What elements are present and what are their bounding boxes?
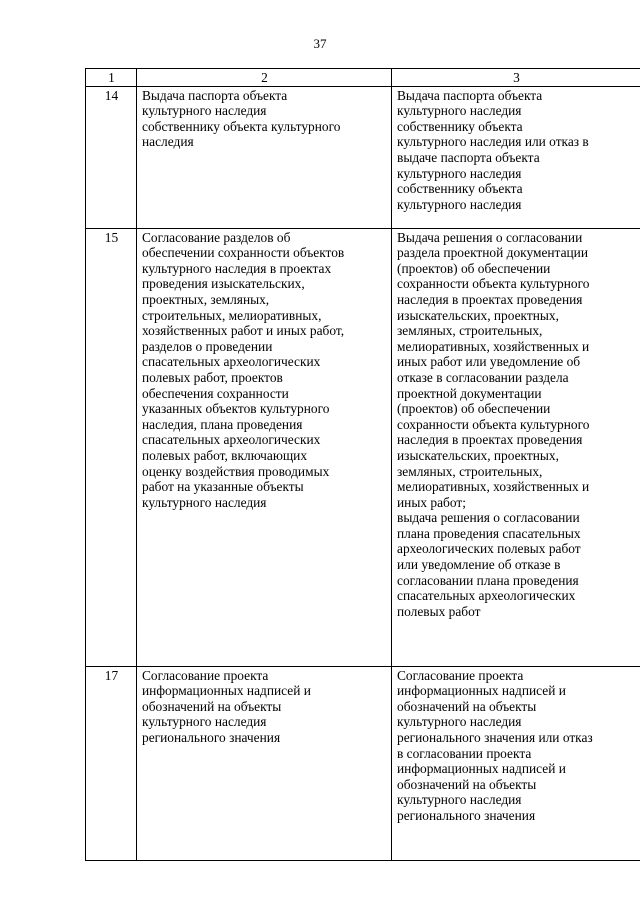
row-number: 14: [86, 86, 137, 228]
cell-text-line: собственнику объекта: [397, 118, 523, 134]
cell-text-line: проектных, земляных,: [142, 291, 270, 307]
services-table: [85, 68, 640, 861]
cell-text-line: сохранности объекта культурного: [397, 276, 590, 292]
cell-text-line: в согласовании проекта: [397, 745, 532, 761]
cell-text-line: археологических полевых работ: [397, 541, 581, 557]
cell-text-line: сохранности объекта культурного: [397, 416, 590, 432]
cell-text-line: земляных, строительных,: [397, 323, 543, 339]
cell-text-line: согласовании плана проведения: [397, 572, 579, 588]
row-number: 17: [86, 666, 137, 860]
cell-text-line: спасательных археологических: [397, 588, 576, 604]
cell-text-line: (проектов) об обеспечении: [397, 401, 551, 417]
cell-text-line: информационных надписей и: [397, 761, 566, 777]
cell-text-line: проектной документации: [397, 385, 542, 401]
service-name-cell: [137, 666, 392, 860]
cell-text-line: собственнику объекта культурного: [142, 118, 341, 134]
service-name-cell: [137, 86, 392, 228]
cell-text-line: собственнику объекта: [397, 181, 523, 197]
cell-text-line: обозначений на объекты: [397, 698, 537, 714]
cell-text-line: культурного наследия или отказ в: [397, 134, 589, 150]
cell-text-line: мелиоративных, хозяйственных и: [397, 479, 590, 495]
cell-text-line: оценку воздействия проводимых: [142, 463, 330, 479]
cell-text-line: регионального значения или отказ: [397, 729, 593, 745]
service-result-cell: [392, 228, 640, 666]
cell-text-line: указанных объектов культурного: [142, 401, 330, 417]
column-header-1: 1: [86, 69, 137, 87]
page-number: 37: [313, 36, 327, 51]
cell-text-line: наследия, плана проведения: [142, 416, 303, 432]
cell-text-line: строительных, мелиоративных,: [142, 307, 322, 323]
cell-text-line: мелиоративных, хозяйственных и: [397, 338, 590, 354]
cell-text-line: раздела проектной документации: [397, 245, 589, 261]
cell-text-line: или уведомление об отказе в: [397, 557, 561, 573]
table-row: [86, 228, 640, 666]
cell-text-line: отказе в согласовании раздела: [397, 369, 569, 385]
cell-text-line: обозначений на объекты: [397, 776, 537, 792]
cell-text-line: регионального значения: [397, 807, 536, 823]
row-number: 15: [86, 228, 137, 666]
cell-text-line: обеспечении сохранности объектов: [142, 245, 345, 261]
cell-text-line: Согласование проекта: [142, 667, 269, 683]
cell-text-line: культурного наследия: [397, 165, 522, 181]
cell-text-line: информационных надписей и: [142, 683, 311, 699]
cell-text-line: плана проведения спасательных: [397, 525, 581, 541]
cell-text-line: (проектов) об обеспечении: [397, 260, 551, 276]
cell-text-line: изыскательских, проектных,: [397, 307, 559, 323]
service-result-cell: [392, 86, 640, 228]
column-header-3: 3: [392, 69, 640, 87]
cell-text-line: полевых работ: [397, 603, 481, 619]
cell-text-line: спасательных археологических: [142, 354, 321, 370]
cell-text-line: культурного наследия в проектах: [142, 260, 332, 276]
table-row: [86, 666, 640, 860]
cell-text-line: культурного наследия: [397, 196, 522, 212]
cell-text-line: иных работ или уведомление об: [397, 354, 581, 370]
cell-text-line: изыскательских, проектных,: [397, 447, 559, 463]
cell-text-line: полевых работ, проектов: [142, 369, 283, 385]
cell-text-line: наследия в проектах проведения: [397, 291, 583, 307]
service-result-cell: [392, 666, 640, 860]
cell-text-line: Выдача решения о согласовании: [397, 229, 583, 245]
cell-text-line: Выдача паспорта объекта: [142, 87, 288, 103]
cell-text-line: наследия в проектах проведения: [397, 432, 583, 448]
cell-text-line: регионального значения: [142, 729, 281, 745]
cell-text-line: Согласование разделов об: [142, 229, 291, 245]
table-header-row: [86, 69, 640, 87]
cell-text-line: спасательных археологических: [142, 432, 321, 448]
cell-text-line: разделов о проведении: [142, 338, 273, 354]
cell-text-line: культурного наследия: [397, 103, 522, 119]
cell-text-line: культурного наследия: [142, 714, 267, 730]
cell-text-line: обозначений на объекты: [142, 698, 282, 714]
cell-text-line: культурного наследия: [397, 792, 522, 808]
cell-text-line: обеспечения сохранности: [142, 385, 289, 401]
cell-text-line: информационных надписей и: [397, 683, 566, 699]
cell-text-line: иных работ;: [397, 494, 466, 510]
cell-text-line: выдаче паспорта объекта: [397, 149, 540, 165]
service-name-cell: [137, 228, 392, 666]
cell-text-line: культурного наследия: [142, 103, 267, 119]
cell-text-line: культурного наследия: [397, 714, 522, 730]
cell-text-line: наследия: [142, 134, 194, 150]
cell-text-line: культурного наследия: [142, 494, 267, 510]
cell-text-line: работ на указанные объекты: [142, 479, 304, 495]
table-row: [86, 86, 640, 228]
cell-text-line: хозяйственных работ и иных работ,: [142, 323, 345, 339]
cell-text-line: полевых работ, включающих: [142, 447, 308, 463]
cell-text-line: выдача решения о согласовании: [397, 510, 580, 526]
cell-text-line: Согласование проекта: [397, 667, 524, 683]
cell-text-line: проведения изыскательских,: [142, 276, 305, 292]
column-header-2: 2: [137, 69, 392, 87]
cell-text-line: Выдача паспорта объекта: [397, 87, 543, 103]
cell-text-line: земляных, строительных,: [397, 463, 543, 479]
